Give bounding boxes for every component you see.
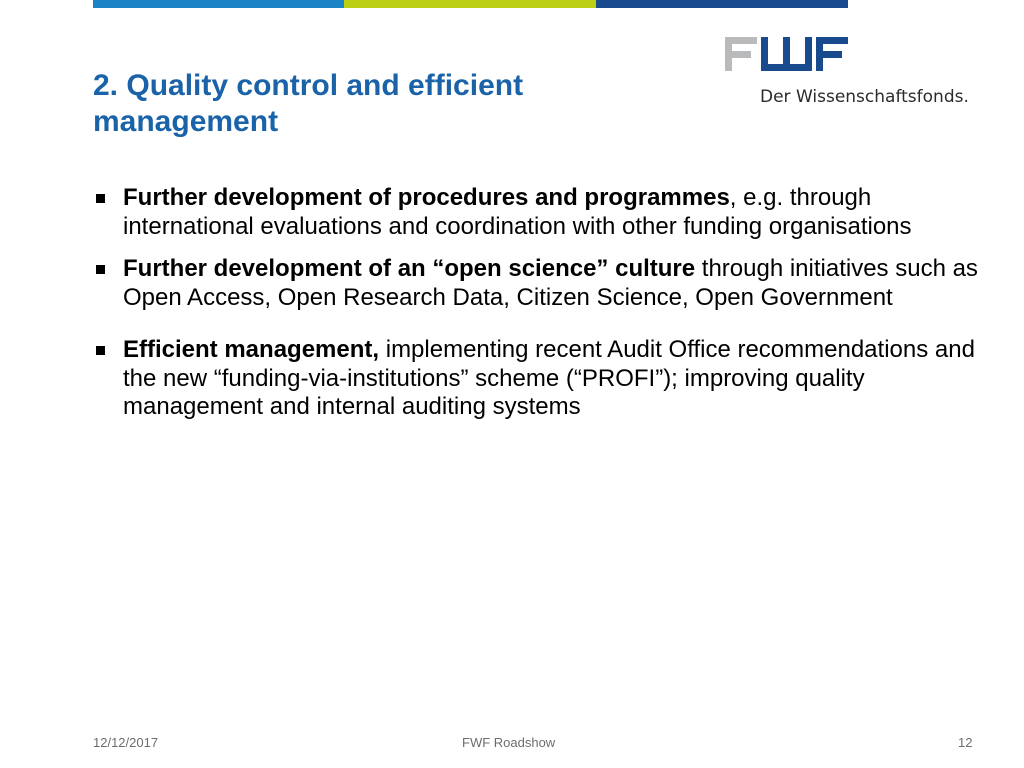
footer-title: FWF Roadshow [462, 735, 556, 750]
footer-date: 12/12/2017 [93, 735, 159, 750]
bullet-text: through initiatives such as Open Access, Open Research Data, Citizen Science, Open Government [123, 255, 978, 311]
bullet-list [93, 184, 983, 422]
top-color-bar-green [344, 0, 596, 8]
top-color-bar-navy [596, 0, 848, 8]
bullet-text: implementing recent Audit Office recommendations and the new “funding-via-institutions” scheme (“PROFI”); improving quality management and internal auditing systems [123, 336, 975, 420]
bullet-item [93, 336, 983, 422]
page-number: 12 [958, 735, 973, 750]
square-bullet-icon [96, 194, 105, 203]
bullet-item [93, 255, 983, 312]
fwf-wordmark-icon [722, 34, 852, 76]
square-bullet-icon [96, 346, 105, 355]
top-color-bar-blue [93, 0, 344, 8]
bullet-bold-text: Further development of procedures and programmes [123, 184, 730, 211]
bullet-item [93, 184, 983, 241]
logo-tagline: Der Wissenschaftsfonds. [760, 87, 969, 107]
bullet-text: , e.g. through international evaluations and coordination with other funding organisations [123, 184, 912, 240]
bullet-bold-text: Further development of an “open science” culture [123, 255, 696, 282]
bullet-bold-text: Efficient management, [123, 336, 380, 363]
square-bullet-icon [96, 265, 105, 274]
slide-title: 2. Quality control and efficient management [93, 69, 524, 138]
